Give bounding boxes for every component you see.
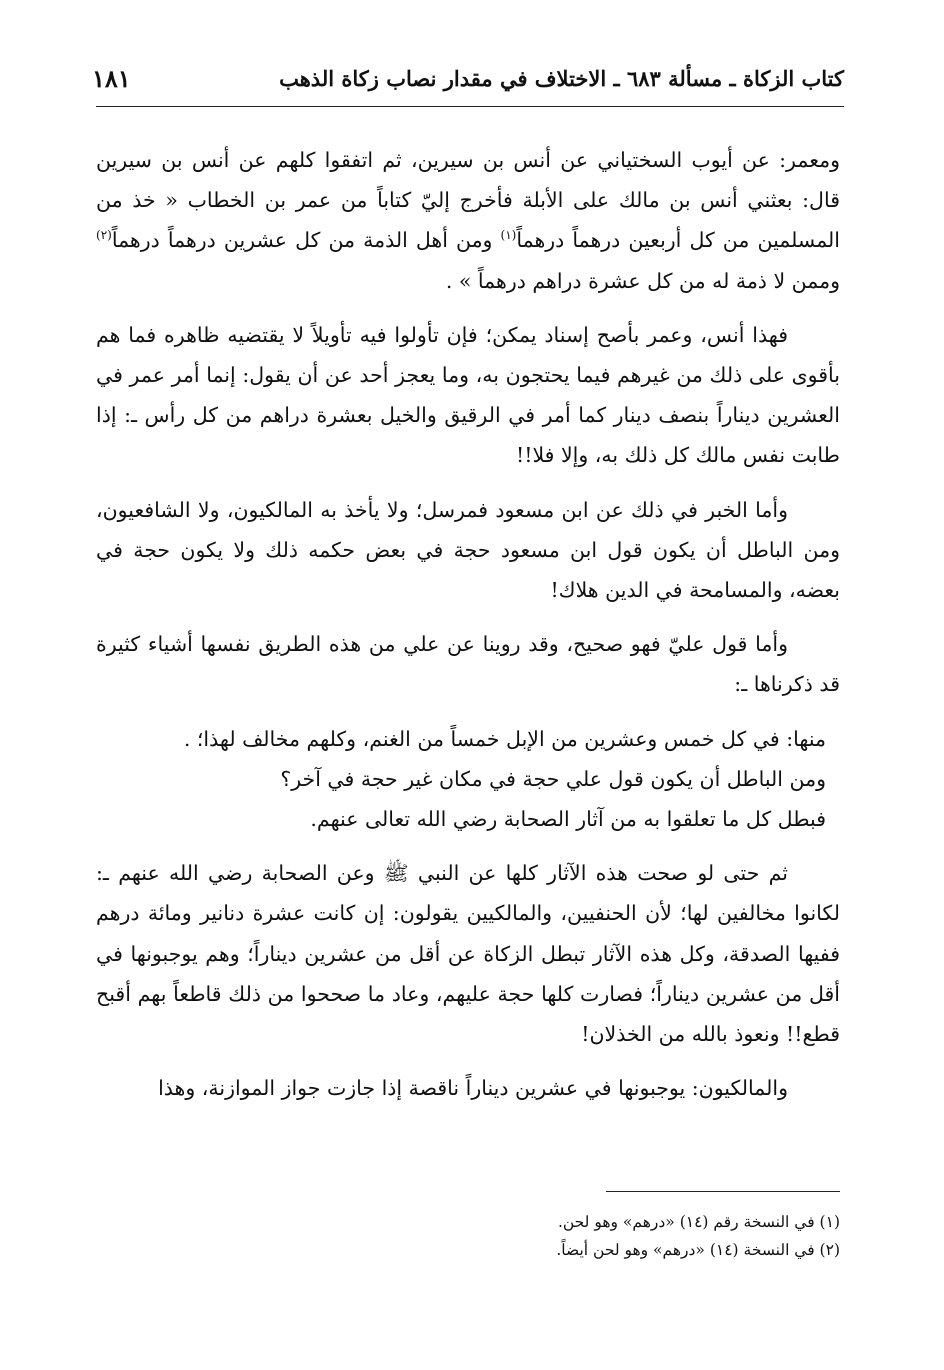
list-item: فبطل كل ما تعلقوا به من آثار الصحابة رضي الله تعالى عنهم. xyxy=(310,807,826,832)
list-item: ومن الباطل أن يكون قول علي حجة في مكان غير حجة في آخر؟ xyxy=(280,766,826,791)
footnote-divider xyxy=(606,1191,840,1192)
footnotes xyxy=(96,1208,840,1264)
footnote-marker-1: (١) xyxy=(500,228,517,243)
paragraph-3: وأما الخبر في ذلك عن ابن مسعود فمرسل؛ ولا يأخذ به المالكيون، ولا الشافعيون، ومن الباطل أن يكون قول ابن مسعود حجة في بعض حكمه ذلك ولا يكون حجة في بعضه، والمسامحة في الدين هلاك! xyxy=(96,497,840,603)
paragraph-6: والمالكيون: يوجبونها في عشرين ديناراً ناقصة إذا جازت جواز الموازنة، وهذا xyxy=(158,1076,788,1101)
paragraph-2: فهذا أنس، وعمر بأصح إسناد يمكن؛ فإن تأولوا فيه تأويلاً لا يقتضيه ظاهره فما هم بأقوى على ذلك من غيرهم فيما يحتجون به، وما يعجز أحد عن أن يقول: إنما أمر عمر في العشرين ديناراً بنصف دينار كما أمر في الرقيق والخيل بعشرة دراهم من كل رأس ـ: إذا طابت نفس مالك كل ذلك به، وإلا فلا!! xyxy=(96,322,840,468)
running-title: كتاب الزكاة ـ مسألة ٦٨٣ ـ الاختلاف في مقدار نصاب زكاة الذهب xyxy=(279,65,844,91)
list-item: منها: في كل خمس وعشرين من الإبل خمساً من الغنم، وكلهم مخالف لهذا؛ . xyxy=(183,726,826,751)
paragraph-1-text-c: وممن لا ذمة له من كل عشرة دراهم درهماً » . xyxy=(445,268,840,293)
paragraph-1 xyxy=(96,140,840,301)
paragraph-4: وأما قول عليّ فهو صحيح، وقد روينا عن علي من هذه الطريق نفسها أشياء كثيرة قد ذكرناها ـ: xyxy=(96,632,840,697)
page-header xyxy=(92,58,844,98)
paragraph-1-text-b: ومن أهل الذمة من كل عشرين درهماً درهماً xyxy=(111,228,501,253)
examples-list xyxy=(96,719,840,840)
footnote-2: (٢) في النسخة (١٤) «درهم» وهو لحن أيضاً. xyxy=(556,1241,840,1259)
page-number: ١٨١ xyxy=(92,63,131,93)
header-divider xyxy=(96,106,844,107)
paragraph-1-text-a: ومعمر: عن أيوب السختياني عن أنس بن سيرين، ثم اتفقوا كلهم عن أنس بن سيرين قال: بعثني أنس بن مالك على الأبلة فأخرج إليّ كتاباً من عمر بن الخطاب « خذ من المسلمين من كل أربعين درهماً درهماً xyxy=(96,148,840,253)
footnote-marker-2: (٢) xyxy=(96,228,112,243)
main-text xyxy=(96,140,840,1122)
footnote-1: (١) في النسخة رقم (١٤) «درهم» وهو لحن. xyxy=(557,1213,840,1231)
paragraph-5: ثم حتى لو صحت هذه الآثار كلها عن النبي ﷺ وعن الصحابة رضي الله عنهم ـ: لكانوا مخالفين لها؛ لأن الحنفيين، والمالكيين يقولون: إن كانت عشرة دنانير ومائة درهم ففيها الصدقة، وكل هذه الآثار تبطل الزكاة عن أقل من عشرين ديناراً؛ وهم يوجبونها في أقل من عشرين ديناراً؛ فصارت كلها حجة عليهم، وعاد ما صححوا من ذلك قاطعاً بهم أقبح قطع!! ونعوذ بالله من الخذلان! xyxy=(96,861,840,1047)
